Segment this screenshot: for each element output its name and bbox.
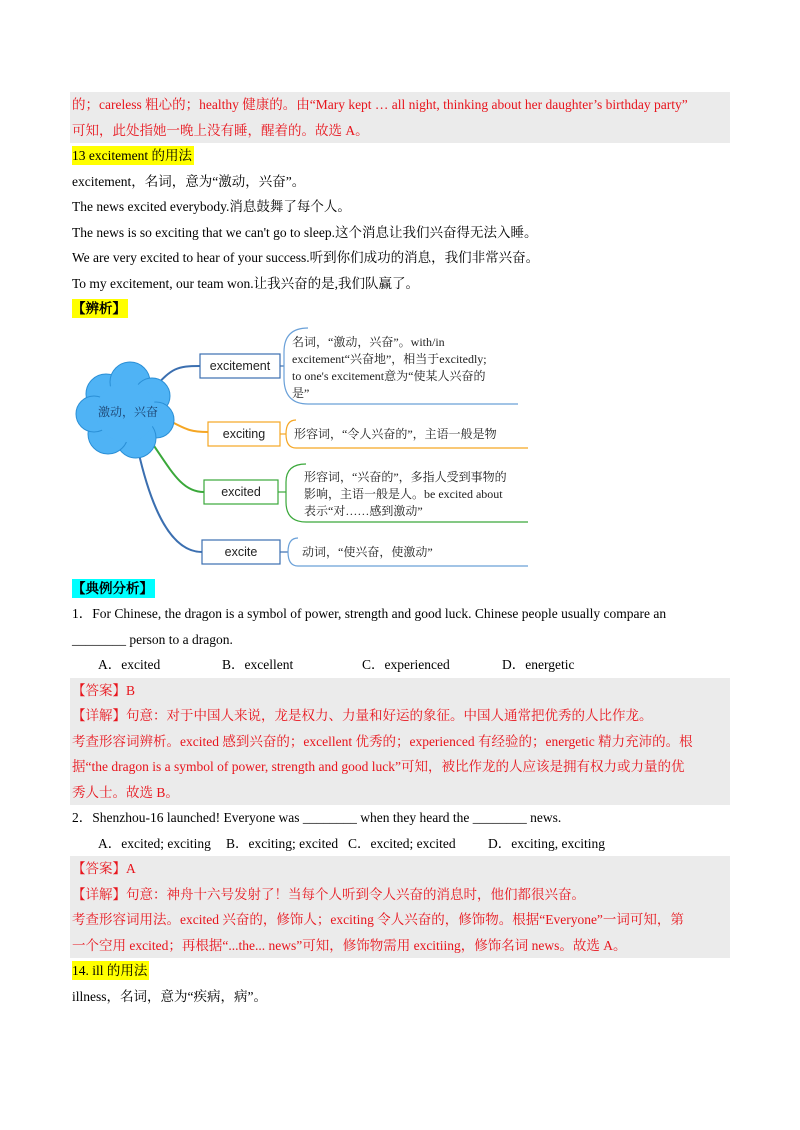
node-excitement-label: excitement — [209, 358, 271, 373]
branch-excited — [150, 440, 204, 492]
section-14-line-1: illness，名词，意为“疾病，病”。 — [72, 988, 267, 1004]
q1-answer: 【答案】B — [72, 682, 136, 698]
branch-excite — [138, 450, 202, 552]
analysis-label-text: 【辨析】 — [72, 301, 126, 316]
examples-label-text: 【典例分析】 — [72, 580, 153, 596]
desc-exciting-line-1: 形容词，“令人兴奋的”，主语一般是物 — [294, 426, 497, 441]
node-excited-label: excited — [221, 484, 261, 499]
desc-excitement — [292, 334, 487, 402]
branch-exciting — [172, 422, 208, 432]
center-cloud-label: 激动，兴奋 — [97, 404, 159, 419]
desc-excited-line-3: 表示“对……感到激动” — [304, 503, 423, 518]
node-excite-label: excite — [224, 544, 258, 559]
q1-detail-1: 【详解】句意：对于中国人来说，龙是权力、力量和好运的象征。中国人通常把优秀的人比作龙。 — [72, 708, 653, 723]
desc-exciting — [294, 426, 497, 443]
q1-options — [72, 652, 728, 678]
section-13-heading-text: 13 excitement 的用法 — [72, 148, 192, 163]
q2-options — [72, 831, 728, 857]
q2-option-d: D．exciting, exciting — [488, 835, 605, 851]
q2-option-b: B．exciting; excited — [226, 835, 339, 851]
q1-line-2: ________ person to a dragon. — [72, 631, 233, 647]
desc-excited-line-2: 影响，主语一般是人。be excited about — [304, 486, 503, 501]
desc-excitement-line-1: 名词，“激动，兴奋”。with/in — [292, 334, 445, 349]
continued-explanation-line-1: 的；careless 粗心的；healthy 健康的。由“Mary kept … all night, thinking about her daughter’s birthday party” — [70, 92, 730, 118]
q1-answer-block — [70, 678, 730, 806]
analysis-label — [72, 296, 728, 322]
section-13-line-4: We are very excited to hear of your success.听到你们成功的消息，我们非常兴奋。 — [72, 250, 540, 265]
section-13-heading — [72, 143, 728, 169]
desc-excitement-line-2: excitement“兴奋地”，相当于excitedly; — [292, 351, 487, 366]
q1-option-a: A．excited — [98, 657, 161, 672]
section-14-heading — [72, 958, 728, 984]
section-13-line-5: To my excitement, our team won.让我兴奋的是,我们队赢了。 — [72, 275, 420, 291]
q2-detail-3: 一个空用 excited；再根据“...the... news”可知，修饰物需用 excitiing，修饰名词 news。故选 A。 — [72, 937, 627, 953]
desc-excited — [304, 469, 507, 520]
q1-line-1: 1．For Chinese, the dragon is a symbol of power, strength and good luck. Chinese people usually compare an — [72, 606, 667, 621]
desc-excite-line-1: 动词，“使兴奋，使激动” — [302, 544, 433, 559]
q2-option-c: C．excited; excited — [348, 835, 456, 851]
node-exciting-label: exciting — [222, 426, 266, 441]
q2-detail-2: 考查形容词用法。excited 兴奋的，修饰人；exciting 令人兴奋的，修饰物。根据“Everyone”一词可知，第 — [72, 912, 684, 927]
q2-detail-1: 【详解】句意：神舟十六号发射了！当每个人听到令人兴奋的消息时，他们都很兴奋。 — [72, 886, 585, 902]
desc-excitement-line-3: to one's excitement意为“使某人兴奋的 — [292, 368, 486, 383]
continued-explanation-line-2: 可知，此处指她一晚上没有睡，醒着的。故选 A。 — [70, 118, 730, 144]
document-page — [72, 92, 728, 1009]
q2-answer-block — [70, 856, 730, 958]
desc-excited-line-1: 形容词，“兴奋的”，多指人受到事物的 — [304, 469, 507, 484]
examples-label — [72, 576, 728, 602]
section-14-heading-text: 14. ill 的用法 — [72, 963, 148, 978]
q2-answer: 【答案】A — [72, 861, 136, 876]
desc-excite — [302, 544, 433, 561]
q1-detail-4: 秀人士。故选 B。 — [72, 784, 179, 800]
q1-option-d: D．energetic — [502, 657, 575, 672]
section-13-line-2: The news excited everybody.消息鼓舞了每个人。 — [72, 199, 351, 214]
q2-line-1: 2．Shenzhou-16 launched! Everyone was ________ when they heard the ________ news. — [72, 810, 562, 825]
q1-detail-3: 据“the dragon is a symbol of power, strength and good luck”可知，被比作龙的人应该是拥有权力或力量的优 — [72, 759, 685, 774]
q2-option-a: A．excited; exciting — [98, 835, 211, 851]
q1-option-c: C．experienced — [362, 657, 450, 672]
q1-option-b: B．excellent — [222, 657, 294, 672]
section-13-line-1: excitement，名词，意为“激动，兴奋”。 — [72, 173, 306, 189]
q1-detail-2: 考查形容词辨析。excited 感到兴奋的；excellent 优秀的；experienced 有经验的；energetic 精力充沛的。根 — [72, 733, 693, 749]
mind-map — [72, 322, 728, 576]
desc-excitement-line-4: 是” — [292, 385, 310, 400]
section-13-line-3: The news is so exciting that we can't go to sleep.这个消息让我们兴奋得无法入睡。 — [72, 224, 538, 240]
